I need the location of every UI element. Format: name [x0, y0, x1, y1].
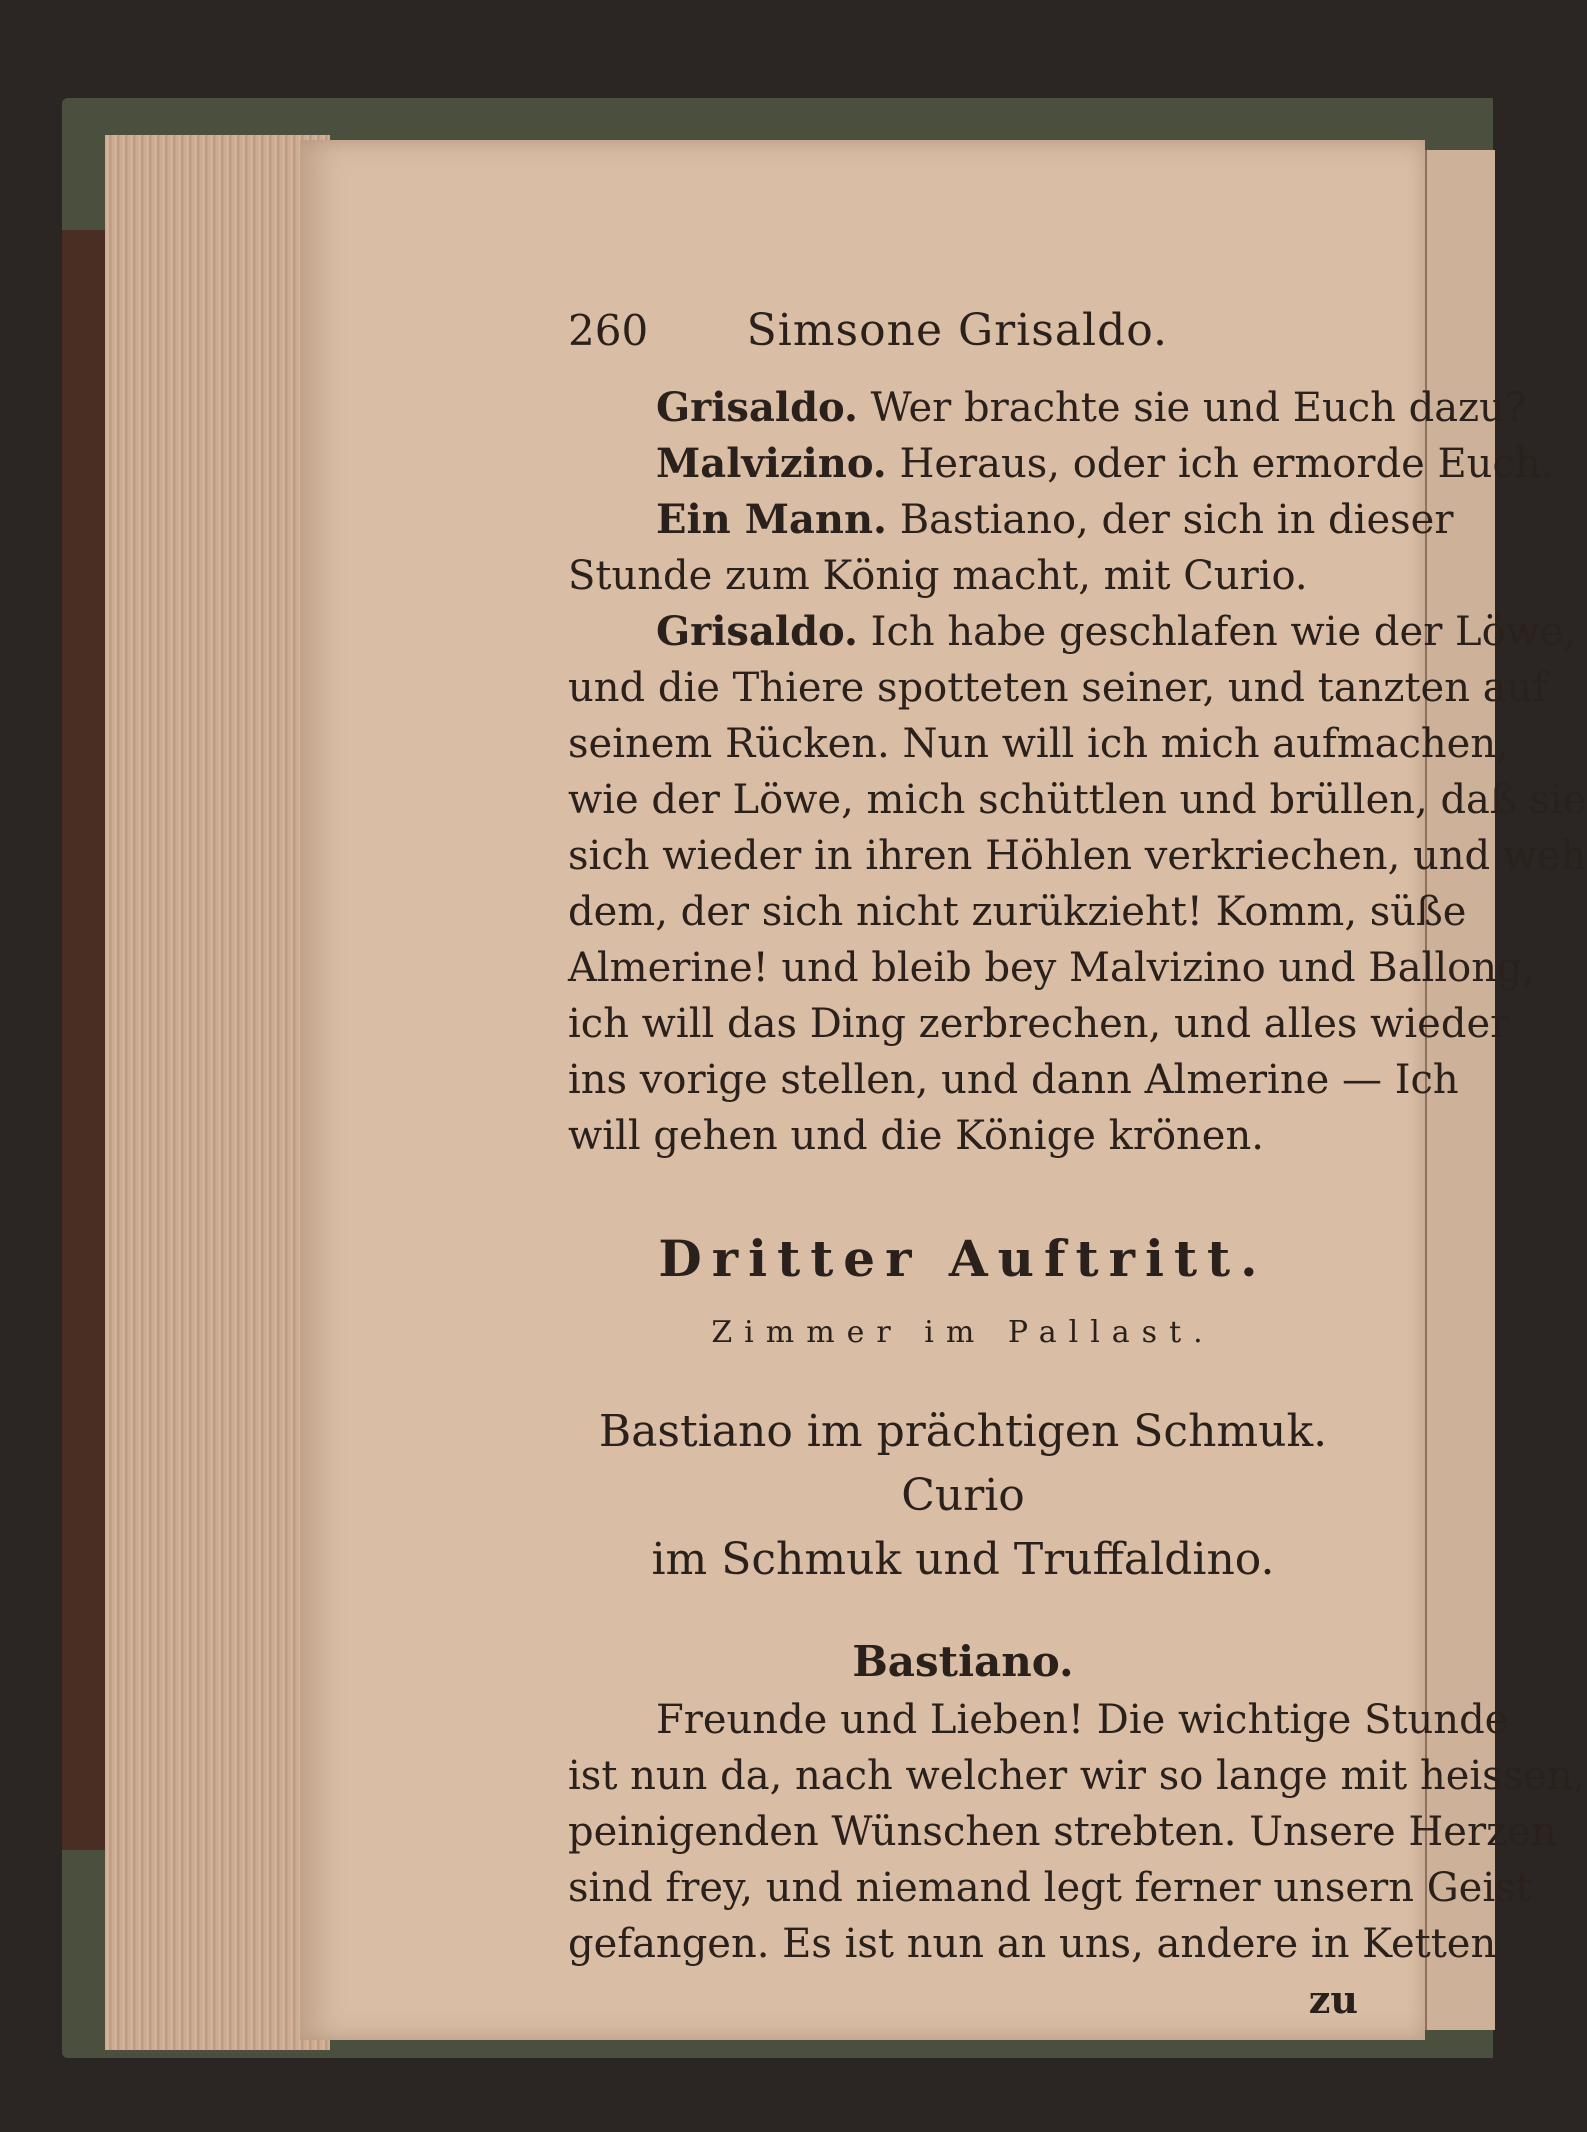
dialogue-line: [568, 772, 1587, 828]
dialogue-text: und die Thiere spotteten seiner, und tanzten auf: [568, 665, 1548, 711]
dialogue-text: Almerine! und bleib bey Malvizino und Ballong,: [568, 945, 1536, 991]
speech-line: [568, 1804, 1557, 1860]
dialogue-text: Bastiano, der sich in dieser: [899, 497, 1454, 543]
dialogue-text: dem, der sich nicht zurükzieht! Komm, süße: [568, 889, 1467, 935]
speaker-name: Ein Mann.: [656, 496, 887, 543]
speaker-name: Grisaldo.: [656, 384, 858, 431]
dialogue-line: [568, 436, 1554, 492]
speaker-name: Malvizino.: [656, 440, 887, 487]
dialogue-text: ich will das Ding zerbrechen, und alles wieder: [568, 1001, 1510, 1047]
dialogue-line: [568, 492, 1454, 548]
dialogue-line: [568, 828, 1587, 884]
page-edges: [105, 135, 330, 2050]
dialogue-text: Stunde zum König macht, mit Curio.: [568, 553, 1308, 599]
scene-location: Zimmer im Pallast.: [711, 1315, 1215, 1350]
dialogue-text: Wer brachte sie und Euch dazu?: [870, 385, 1527, 431]
dialogue-line: [568, 380, 1527, 436]
dialogue-line: [568, 660, 1548, 716]
catchword: zu: [1308, 1977, 1358, 2022]
page-number: 260: [568, 306, 649, 355]
dialogue-text: Ich habe geschlafen wie der Löwe,: [870, 609, 1577, 655]
speech-text: Freunde und Lieben! Die wichtige Stunde: [656, 1697, 1509, 1743]
dialogue-line: [568, 716, 1509, 772]
speech-line: [568, 1860, 1532, 1916]
dialogue-text: sich wieder in ihren Höhlen verkriechen, und weh: [568, 833, 1587, 879]
speech-line: [568, 1748, 1586, 1804]
speaker-name: Grisaldo.: [656, 608, 858, 655]
dialogue-line: [568, 1108, 1358, 1164]
dialogue-text: wie der Löwe, mich schüttlen und brüllen, daß sie: [568, 777, 1587, 823]
running-title: Simsone Grisaldo.: [746, 305, 1168, 356]
speech-line: [568, 1692, 1509, 1748]
dialogue-text: Heraus, oder ich ermorde Euch.: [899, 441, 1554, 487]
dialogue-line: [568, 996, 1510, 1052]
page-text: [568, 305, 1587, 2028]
speech-text: gefangen. Es ist nun an uns, andere in Ketten: [568, 1921, 1497, 1967]
dialogue-line: [568, 940, 1536, 996]
dialogue-line: [568, 1052, 1459, 1108]
stage-direction-line: im Schmuk und Truffaldino.: [651, 1534, 1275, 1585]
dialogue-text: will gehen und die Könige krönen.: [568, 1113, 1264, 1159]
dialogue-text: ins vorige stellen, und dann Almerine — Ich: [568, 1057, 1459, 1103]
speech-speaker: Bastiano.: [852, 1637, 1074, 1686]
stage-direction-line: Bastiano im prächtigen Schmuk. Curio: [598, 1406, 1328, 1521]
dialogue-line: [568, 548, 1358, 604]
scene-heading: Dritter Auftritt.: [658, 1229, 1268, 1288]
dialogue-line: [568, 604, 1577, 660]
dialogue-text: seinem Rücken. Nun will ich mich aufmachen,: [568, 721, 1509, 767]
dialogue-line: [568, 884, 1467, 940]
speech-text: peinigenden Wünschen strebten. Unsere Herzen: [568, 1809, 1557, 1855]
speech-text: sind frey, und niemand legt ferner unsern Geist: [568, 1865, 1532, 1911]
speech-text: ist nun da, nach welcher wir so lange mit heissen,: [568, 1753, 1586, 1799]
stage-direction: [568, 1400, 1358, 1592]
speech-line: [568, 1916, 1497, 1972]
page-header: [568, 305, 1168, 356]
